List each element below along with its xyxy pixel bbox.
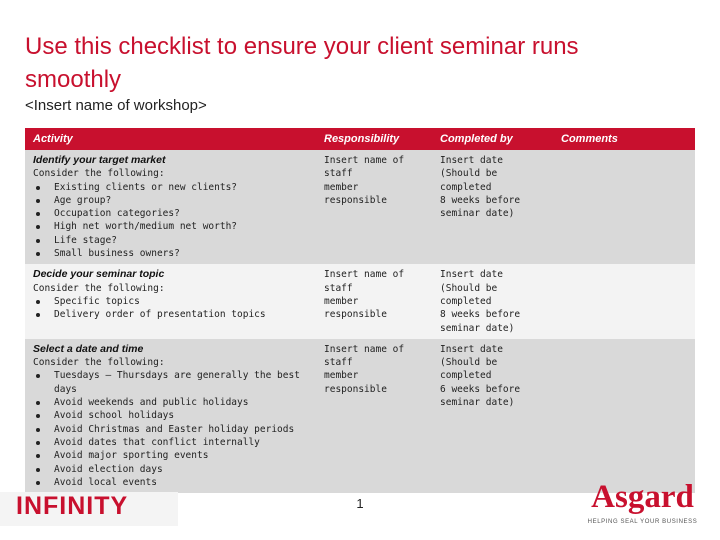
responsibility-cell bbox=[316, 150, 432, 264]
activity-intro: Consider the following: bbox=[33, 357, 165, 369]
completed-by-line: (Should be completed bbox=[440, 168, 498, 193]
completed-by-line: 6 weeks before bbox=[440, 383, 521, 395]
page-number: 1 bbox=[356, 496, 364, 511]
completed-by-cell bbox=[432, 339, 553, 493]
asgard-tagline: HELPING SEAL YOUR BUSINESS bbox=[587, 519, 698, 525]
asgard-logo bbox=[580, 478, 705, 525]
responsibility-cell bbox=[316, 339, 432, 493]
activity-intro: Consider the following: bbox=[33, 168, 165, 180]
list-item: Tuesdays – Thursdays are generally the best days bbox=[33, 369, 308, 396]
completed-by-line: (Should be completed bbox=[440, 357, 498, 382]
responsibility-line: member responsible bbox=[324, 181, 387, 206]
responsibility-line: Insert name of staff bbox=[324, 155, 405, 180]
list-item: Small business owners? bbox=[33, 247, 308, 260]
list-item: Avoid weekends and public holidays bbox=[33, 396, 308, 409]
activity-intro: Consider the following: bbox=[33, 282, 165, 294]
list-item: Life stage? bbox=[33, 234, 308, 247]
list-item: Occupation categories? bbox=[33, 207, 308, 220]
asgard-logo-text: Asgard bbox=[591, 479, 694, 515]
activity-cell bbox=[25, 339, 316, 493]
activity-bullet-list bbox=[33, 295, 308, 322]
comments-cell bbox=[553, 264, 695, 338]
activity-title: Identify your target market bbox=[33, 154, 166, 166]
completed-by-line: seminar date) bbox=[440, 322, 515, 334]
responsibility-line: Insert name of staff bbox=[324, 269, 405, 294]
responsibility-line: Insert name of staff bbox=[324, 343, 405, 369]
completed-by-cell bbox=[432, 264, 553, 338]
activity-cell bbox=[25, 264, 316, 338]
list-item: Avoid major sporting events bbox=[33, 449, 308, 462]
activity-cell bbox=[25, 150, 316, 264]
list-item: High net worth/medium net worth? bbox=[33, 220, 308, 233]
slide-title: Use this checklist to ensure your client seminar runs smoothly bbox=[25, 33, 579, 93]
workshop-name-placeholder: <Insert name of workshop> bbox=[25, 97, 207, 114]
header-comments: Comments bbox=[553, 128, 695, 150]
infinity-logo bbox=[0, 492, 178, 526]
activity-bullet-list bbox=[33, 369, 308, 489]
completed-by-line: Insert date bbox=[440, 269, 503, 281]
activity-bullet-list bbox=[33, 181, 308, 261]
completed-by-line: 8 weeks before bbox=[440, 309, 521, 321]
list-item: Existing clients or new clients? bbox=[33, 181, 308, 194]
responsibility-cell bbox=[316, 264, 432, 338]
seminar-checklist-table bbox=[25, 128, 695, 493]
comments-cell bbox=[553, 339, 695, 493]
completed-by-line: seminar date) bbox=[440, 397, 515, 409]
table-header-row bbox=[25, 128, 695, 150]
list-item: Delivery order of presentation topics bbox=[33, 308, 308, 321]
table-row bbox=[25, 339, 695, 493]
completed-by-cell bbox=[432, 150, 553, 264]
completed-by-line: Insert date bbox=[440, 155, 503, 166]
header-responsibility: Responsibility bbox=[316, 128, 432, 150]
table-row bbox=[25, 264, 695, 338]
list-item: Avoid election days bbox=[33, 463, 308, 476]
activity-title: Select a date and time bbox=[33, 342, 144, 355]
activity-title: Decide your seminar topic bbox=[33, 268, 165, 281]
header-completed-by: Completed by bbox=[432, 128, 553, 150]
completed-by-line: (Should be completed bbox=[440, 282, 498, 307]
list-item: Avoid Christmas and Easter holiday periods bbox=[33, 423, 308, 436]
responsibility-line: member responsible bbox=[324, 295, 387, 321]
completed-by-line: Insert date bbox=[440, 343, 503, 355]
responsibility-line: member responsible bbox=[324, 370, 387, 395]
list-item: Avoid dates that conflict internally bbox=[33, 436, 308, 449]
header-activity: Activity bbox=[25, 128, 316, 150]
list-item: Avoid school holidays bbox=[33, 409, 308, 422]
infinity-logo-text: INFINITY bbox=[16, 492, 129, 520]
table-row bbox=[25, 150, 695, 264]
completed-by-line: seminar date) bbox=[440, 208, 515, 220]
comments-cell bbox=[553, 150, 695, 264]
completed-by-line: 8 weeks before bbox=[440, 194, 521, 206]
list-item: Age group? bbox=[33, 194, 308, 207]
list-item: Specific topics bbox=[33, 295, 308, 308]
list-item: Avoid local events bbox=[33, 476, 308, 489]
